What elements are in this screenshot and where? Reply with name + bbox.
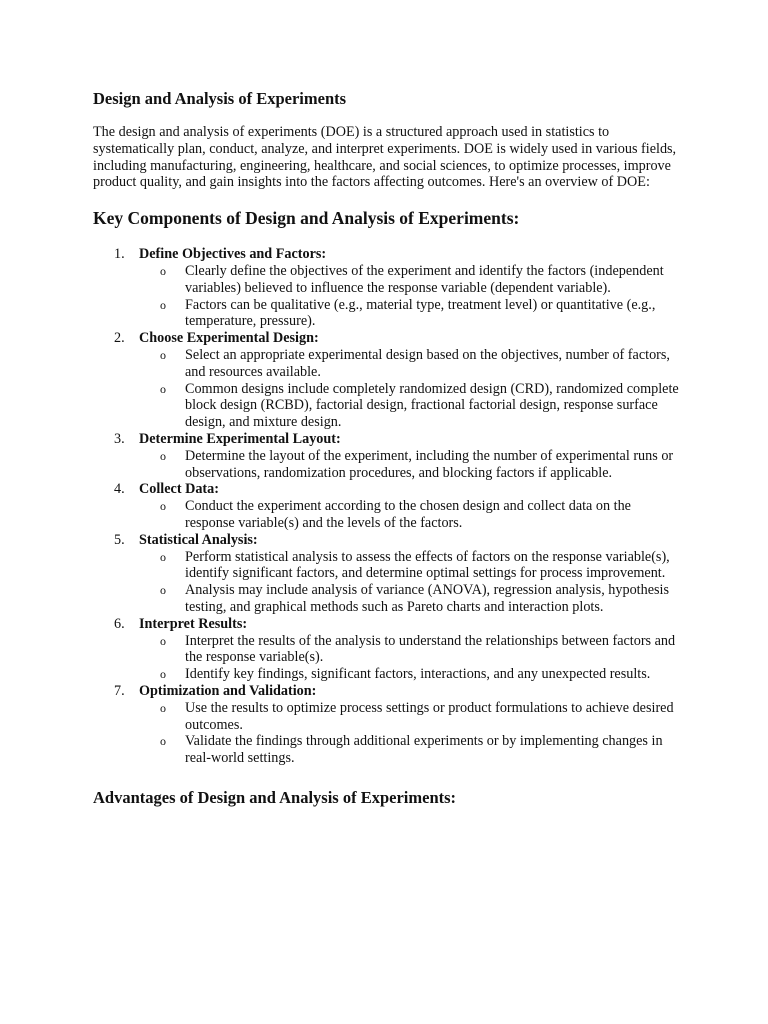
step-title: Collect Data: <box>139 481 219 498</box>
bullet-marker-icon: o <box>160 347 166 362</box>
bullet-item <box>139 381 683 431</box>
bullet-text: Factors can be qualitative (e.g., material type, treatment level) or quantitative (e.g., temperature, pressure). <box>185 296 656 330</box>
bullet-marker-icon: o <box>160 549 166 564</box>
bullet-text: Conduct the experiment according to the chosen design and collect data on the response variable(s) and the levels of the factors. <box>185 498 631 531</box>
bullet-list <box>139 549 683 616</box>
bullet-item <box>139 549 683 583</box>
bullet-item <box>139 448 683 482</box>
bullet-item <box>139 582 683 616</box>
bullet-list <box>139 633 683 683</box>
bullet-item <box>139 700 683 734</box>
list-item <box>93 431 683 481</box>
bullet-marker-icon: o <box>160 734 166 749</box>
steps-list <box>93 246 683 767</box>
bullet-item <box>139 347 683 381</box>
bullet-marker-icon: o <box>160 700 166 715</box>
step-number: 5. <box>114 531 125 548</box>
step-number: 6. <box>114 615 125 632</box>
bullet-list <box>139 263 683 330</box>
bullet-marker-icon: o <box>160 448 166 463</box>
advantages-heading: Advantages of Design and Analysis of Experiments: <box>93 787 457 807</box>
bullet-item <box>139 297 683 331</box>
bullet-item <box>139 733 683 767</box>
bullet-text: Use the results to optimize process settings or product formulations to achieve desired outcomes. <box>185 699 674 733</box>
step-number: 2. <box>114 330 125 347</box>
step-title: Optimization and Validation: <box>139 682 317 699</box>
bullet-marker-icon: o <box>160 297 166 312</box>
step-title: Determine Experimental Layout: <box>139 430 341 447</box>
bullet-text: Interpret the results of the analysis to understand the relationships between factors and the response variable(s). <box>185 632 676 666</box>
step-number: 1. <box>114 246 125 263</box>
list-item <box>93 481 683 531</box>
list-item <box>93 330 683 431</box>
bullet-marker-icon: o <box>160 667 166 682</box>
bullet-text: Clearly define the objectives of the experiment and identify the factors (independent variables) believed to influence the response variable (dependent variable). <box>185 262 664 296</box>
bullet-marker-icon: o <box>160 583 166 598</box>
key-components-heading: Key Components of Design and Analysis of Experiments: <box>93 208 520 229</box>
bullet-marker-icon: o <box>160 381 166 396</box>
bullet-item <box>139 498 683 532</box>
bullet-text: Validate the findings through additional experiments or by implementing changes in real-world settings. <box>185 733 663 767</box>
step-title: Interpret Results: <box>139 615 248 632</box>
intro-paragraph: The design and analysis of experiments (DOE) is a structured approach used in statistics to systematically plan, conduct, analyze, and interpret experiments. DOE is widely used in various fields, including manufacturing, engineering, healthcare, and social sciences, to optimize processes, improve product quality, and gain insights into the factors affecting outcomes. Here's an overview of DOE: <box>93 124 677 191</box>
list-item <box>93 532 683 616</box>
document-page <box>93 88 683 809</box>
list-item <box>93 683 683 767</box>
bullet-text: Identify key findings, significant factors, interactions, and any unexpected results. <box>185 666 651 683</box>
bullet-list <box>139 498 683 532</box>
step-number: 4. <box>114 481 125 498</box>
bullet-text: Perform statistical analysis to assess the effects of factors on the response variable(s), identify significant factors, and determine optimal settings for process improvement. <box>185 548 670 582</box>
step-title: Define Objectives and Factors: <box>139 246 327 263</box>
step-number: 3. <box>114 430 125 447</box>
step-number: 7. <box>114 682 125 699</box>
bullet-text: Analysis may include analysis of variance (ANOVA), regression analysis, hypothesis testing, and graphical methods such as Pareto charts and interaction plots. <box>185 582 669 615</box>
bullet-item <box>139 666 683 683</box>
document-title: Design and Analysis of Experiments <box>93 89 347 108</box>
bullet-text: Select an appropriate experimental design based on the objectives, number of factors, and resources available. <box>185 346 670 380</box>
bullet-text: Common designs include completely randomized design (CRD), randomized complete block design (RCBD), factorial design, fractional factorial design, response surface design, and mixture design. <box>185 380 679 431</box>
bullet-list <box>139 700 683 767</box>
step-title: Choose Experimental Design: <box>139 330 319 347</box>
bullet-item <box>139 263 683 297</box>
list-item <box>93 616 683 683</box>
bullet-marker-icon: o <box>160 263 166 278</box>
bullet-marker-icon: o <box>160 633 166 648</box>
bullet-list <box>139 448 683 482</box>
bullet-text: Determine the layout of the experiment, including the number of experimental runs or observations, randomization procedures, and blocking factors if applicable. <box>185 447 674 481</box>
step-title: Statistical Analysis: <box>139 531 258 548</box>
list-item <box>93 246 683 330</box>
bullet-marker-icon: o <box>160 499 166 514</box>
bullet-list <box>139 347 683 431</box>
bullet-item <box>139 633 683 667</box>
